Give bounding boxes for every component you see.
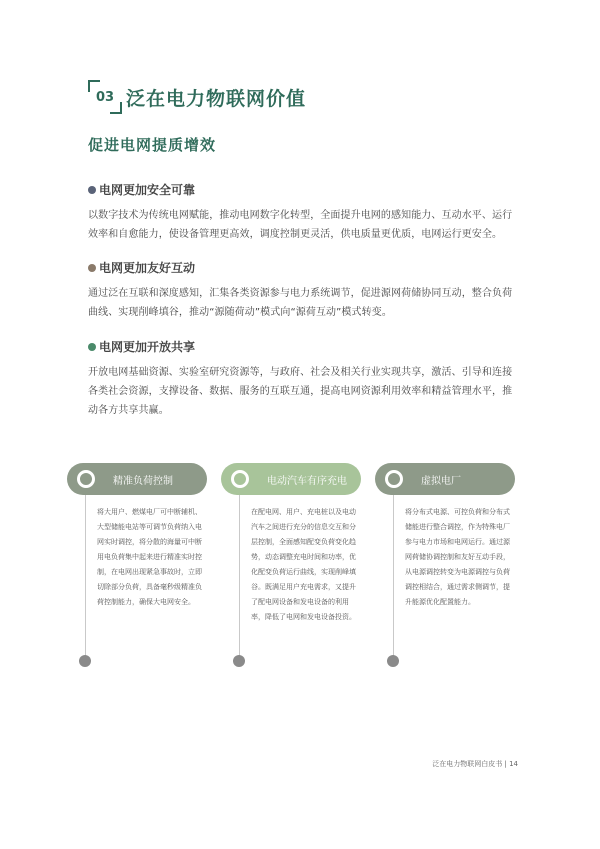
timeline-dot-icon: [233, 655, 245, 667]
timeline-dot-icon: [387, 655, 399, 667]
subsection-title: 电网更加安全可靠: [99, 183, 196, 197]
subsection-safe-reliable: [88, 181, 518, 244]
section-title: 促进电网提质增效: [88, 136, 217, 154]
subsection-body: 开放电网基础资源、实验室研究资源等，与政府、社会及相关行业实现共享，激活、引导和连接各类社会资源，支撑设备、数据、服务的互联互通，提高电网资源利用效率和精益管理水平，推动各方共享共赢。: [88, 367, 513, 416]
bullet-dot-icon: [88, 264, 96, 272]
timeline-line: [85, 495, 86, 657]
card-virtual-plant: [375, 463, 515, 606]
card-label: 电动汽车有序充电: [267, 475, 347, 487]
circle-icon: [77, 470, 95, 488]
subsection-body: 以数字技术为传统电网赋能，推动电网数字化转型，全面提升电网的感知能力、互动水平、运行效率和自愈能力，使设备管理更高效，调度控制更灵活，供电质量更优质，电网运行更安全。: [88, 210, 513, 240]
card-text: 在配电网、用户、充电桩以及电动汽车之间进行充分的信息交互和分层控制，全面感知配变负荷变化趋势，动态调整充电时间和功率，优化配变负荷运行曲线，实现削峰填谷。既满足用户充电需求，又提升了配电网设备和发电设备的利用率，降低了电网和发电设备投资。: [251, 508, 356, 621]
bullet-dot-icon: [88, 186, 96, 194]
chapter-number: 03: [88, 80, 122, 114]
card-label: 精准负荷控制: [113, 475, 173, 487]
card-ev-charging: [221, 463, 361, 621]
chapter-header: [88, 80, 306, 114]
subsection-body: 通过泛在互联和深度感知，汇集各类资源参与电力系统调节，促进源网荷储协同互动，整合负荷曲线、实现削峰填谷，推动“源随荷动”模式向“源荷互动”模式转变。: [88, 288, 513, 318]
subsection-friendly-interactive: [88, 259, 518, 322]
timeline-line: [393, 495, 394, 657]
subsection-open-sharing: [88, 338, 518, 420]
subsection-title: 电网更加开放共享: [99, 340, 196, 354]
page-footer: 泛在电力物联网白皮书 | 14: [432, 760, 518, 768]
timeline-dot-icon: [79, 655, 91, 667]
card-header: [375, 463, 515, 495]
card-header: [67, 463, 207, 495]
timeline-line: [239, 495, 240, 657]
subsection-title: 电网更加友好互动: [99, 261, 196, 275]
card-text: 将大用户、燃煤电厂可中断辅机、大型储能电站等可调节负荷纳入电网实时调控，将分散的海量可中断用电负荷集中起来进行精准实时控制，在电网出现紧急事故时，立即切除部分负荷，具备毫秒级精准负荷控制能力，确保大电网安全。: [97, 508, 202, 606]
card-load-control: [67, 463, 207, 606]
circle-icon: [231, 470, 249, 488]
card-text: 将分布式电源、可控负荷和分布式储能进行整合调控，作为特殊电厂参与电力市场和电网运行。通过源网荷储协调控制和友好互动手段，从电源调控转变为电源调控与负荷调控相结合，通过需求侧调节，提升能源优化配置能力。: [405, 508, 510, 606]
card-header: [221, 463, 361, 495]
bullet-dot-icon: [88, 343, 96, 351]
card-label: 虚拟电厂: [421, 475, 461, 487]
chapter-title: 泛在电力物联网价值: [126, 87, 307, 110]
circle-icon: [385, 470, 403, 488]
